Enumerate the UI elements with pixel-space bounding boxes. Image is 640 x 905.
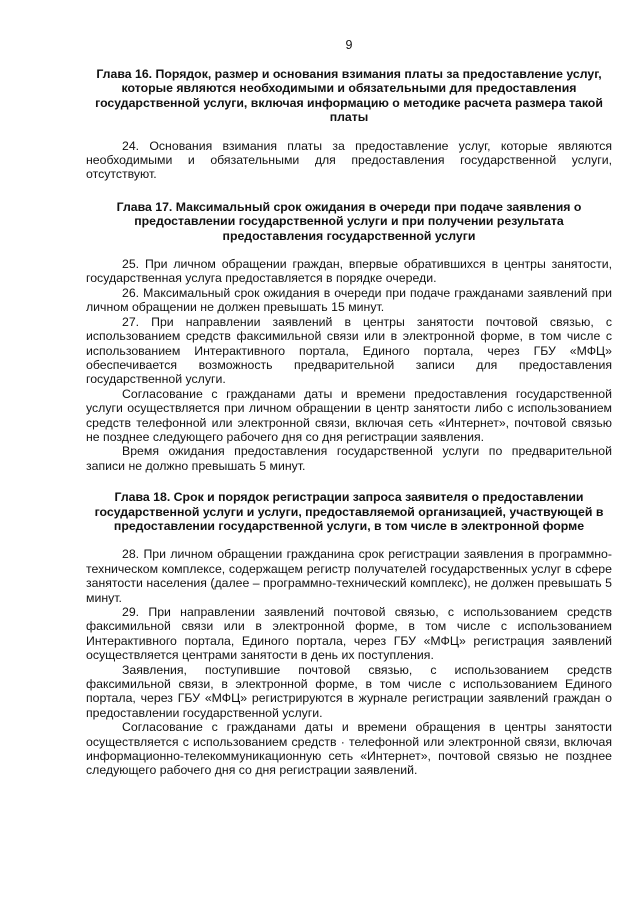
paragraph-29-appointment: Согласование с гражданами даты и времени обращения в центры занятости осуществляется с использованием средств · телефонной или электронной связи, включая информационно-телекоммуникационную сеть «Интернет», почтовой связью не позднее следующего рабочего дня со дня регистрации заявлений. xyxy=(86,720,612,778)
chapter-16 xyxy=(86,67,612,182)
paragraph-26: 26. Максимальный срок ожидания в очереди при подаче гражданами заявлений при личном обращении не должен превышать 15 минут. xyxy=(86,285,612,315)
paragraph-28: 28. При личном обращении гражданина срок регистрации заявления в программно-техническом комплексе, содержащем регистр получателей государственных услуг в сфере занятости населения (далее – программно-технический комплекс), не должен превышать 5 минут. xyxy=(86,547,612,605)
paragraph-27: 27. При направлении заявлений в центры занятости почтовой связью, с использованием средств факсимильной связи или в электронной форме, в том числе с использованием Интерактивного портала, Единого портала, через ГБУ «МФЦ» обеспечивается возможность предварительной записи для предоставления государственной услуги. xyxy=(86,314,612,387)
chapter-18 xyxy=(86,490,612,778)
chapter-18-title: Глава 18. Срок и порядок регистрации запроса заявителя о предоставлении государственной услуги и услуги, предоставляемой организацией, участвующей в предоставлении государственной услуги, в том числе в электронной форме xyxy=(94,490,604,533)
paragraph-29-registration: Заявления, поступившие почтовой связью, с использованием средств факсимильной связи, в электронной форме, в том числе с использованием Единого портала, через ГБУ «МФЦ» регистрируются в журнале регистрации заявлений граждан о предоставлении государственной услуги. xyxy=(86,662,612,720)
paragraph-25: 25. При личном обращении граждан, впервые обратившихся в центры занятости, государственная услуга предоставляется в порядке очереди. xyxy=(86,257,612,286)
chapter-17-title: Глава 17. Максимальный срок ожидания в очереди при подаче заявления о предоставлении государственной услуги и при получении результата предоставления государственной услуги xyxy=(116,199,582,243)
chapter-17 xyxy=(86,200,612,473)
paragraph-27-appointment: Согласование с гражданами даты и времени предоставления государственной услуги осуществляется при личном обращении в центр занятости либо с использованием средств телефонной или электронной связи, включая сеть «Интернет», почтовой связью не позднее следующего рабочего дня со дня регистрации заявления. xyxy=(86,386,612,444)
document-page xyxy=(86,38,612,778)
paragraph-27-waiting-time: Время ожидания предоставления государственной услуги по предварительной записи не должно превышать 5 минут. xyxy=(86,444,612,473)
chapter-16-title: Глава 16. Порядок, размер и основания взимания платы за предоставление услуг, которые являются необходимыми и обязательными для предоставления государственной услуги, включая информацию о методике расчета размера такой платы xyxy=(95,67,603,125)
page-number: 9 xyxy=(345,38,353,52)
paragraph-29: 29. При направлении заявлений почтовой связью, с использованием средств факсимильной связи или в электронной форме, в том числе с использованием Интерактивного портала, Единого портала, через ГБУ «МФЦ» регистрация заявлений осуществляется центрами занятости в день их поступления. xyxy=(86,605,612,663)
paragraph-24: 24. Основания взимания платы за предоставление услуг, которые являются необходимыми и обязательными для предоставления государственной услуги, отсутствуют. xyxy=(86,138,612,182)
